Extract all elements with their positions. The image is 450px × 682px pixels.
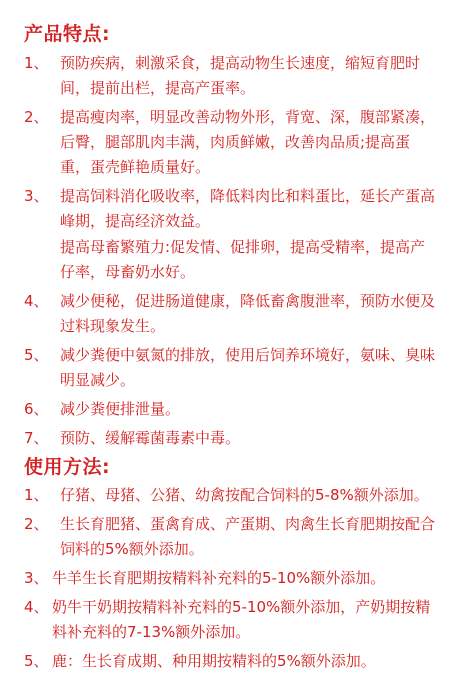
item-number: 4、 bbox=[24, 292, 49, 310]
features-list bbox=[24, 51, 436, 451]
features-heading: 产品特点: bbox=[24, 23, 111, 45]
usage-item-5 bbox=[24, 649, 436, 674]
feature-item-6 bbox=[24, 397, 436, 422]
item-number: 2、 bbox=[24, 108, 49, 126]
usage-item-4 bbox=[24, 595, 436, 645]
item-number: 1、 bbox=[24, 54, 49, 72]
feature-item-3 bbox=[24, 184, 436, 234]
feature-item-1 bbox=[24, 51, 436, 101]
item-text: 提高瘦肉率，明显改善动物外形，背宽、深，腹部紧凑，后臀，腿部肌肉丰满，肉质鲜嫩，改善肉品质;提高蛋重，蛋壳鲜艳质量好。 bbox=[60, 108, 436, 176]
item-text: 奶牛干奶期按精料补充料的5-10%额外添加，产奶期按精料补充料的7-13%额外添加。 bbox=[52, 598, 431, 641]
item-text: 预防疾病，刺激采食，提高动物生长速度，缩短育肥时间，提前出栏，提高产蛋率。 bbox=[60, 54, 421, 97]
feature-item-5 bbox=[24, 343, 436, 393]
item-text: 仔猪、母猪、公猪、幼禽按配合饲料的5-8%额外添加。 bbox=[60, 486, 429, 504]
usage-list bbox=[24, 483, 436, 674]
feature-item-4 bbox=[24, 289, 436, 339]
item-number: 5、 bbox=[24, 346, 49, 364]
feature-item-2 bbox=[24, 105, 436, 180]
item-number: 2、 bbox=[24, 515, 49, 533]
feature-item-7 bbox=[24, 426, 436, 451]
item-text: 减少粪便排泄量。 bbox=[60, 400, 181, 418]
item-number: 3、 bbox=[24, 569, 49, 587]
item-number: 7、 bbox=[24, 429, 49, 447]
item-text: 生长育肥猪、蛋禽育成、产蛋期、肉禽生长育肥期按配合饲料的5%额外添加。 bbox=[60, 515, 436, 558]
item-text: 鹿：生长育成期、种用期按精料的5%额外添加。 bbox=[52, 652, 376, 670]
item-number: 1、 bbox=[24, 486, 49, 504]
feature-item-3-subparagraph: 提高母畜繁殖力:促发情、促排卵，提高受精率，提高产仔率，母畜奶水好。 bbox=[60, 238, 426, 281]
item-text: 提高饲料消化吸收率，降低料肉比和料蛋比，延长产蛋高峰期，提高经济效益。 bbox=[60, 187, 436, 230]
item-number: 3、 bbox=[24, 187, 49, 205]
usage-item-2 bbox=[24, 512, 436, 562]
item-number: 4、 bbox=[24, 598, 49, 616]
item-text: 预防、缓解霉菌毒素中毒。 bbox=[60, 429, 241, 447]
item-number: 5、 bbox=[24, 652, 49, 670]
item-number: 6、 bbox=[24, 400, 49, 418]
item-text: 牛羊生长育肥期按精料补充料的5-10%额外添加。 bbox=[52, 569, 386, 587]
usage-item-3 bbox=[24, 566, 436, 591]
usage-item-1 bbox=[24, 483, 436, 508]
item-text: 减少便秘，促进肠道健康，降低畜禽腹泄率，预防水便及过料现象发生。 bbox=[60, 292, 436, 335]
usage-heading: 使用方法: bbox=[24, 456, 111, 478]
item-text: 减少粪便中氨氮的排放，使用后饲养环境好，氨味、臭味明显减少。 bbox=[60, 346, 436, 389]
